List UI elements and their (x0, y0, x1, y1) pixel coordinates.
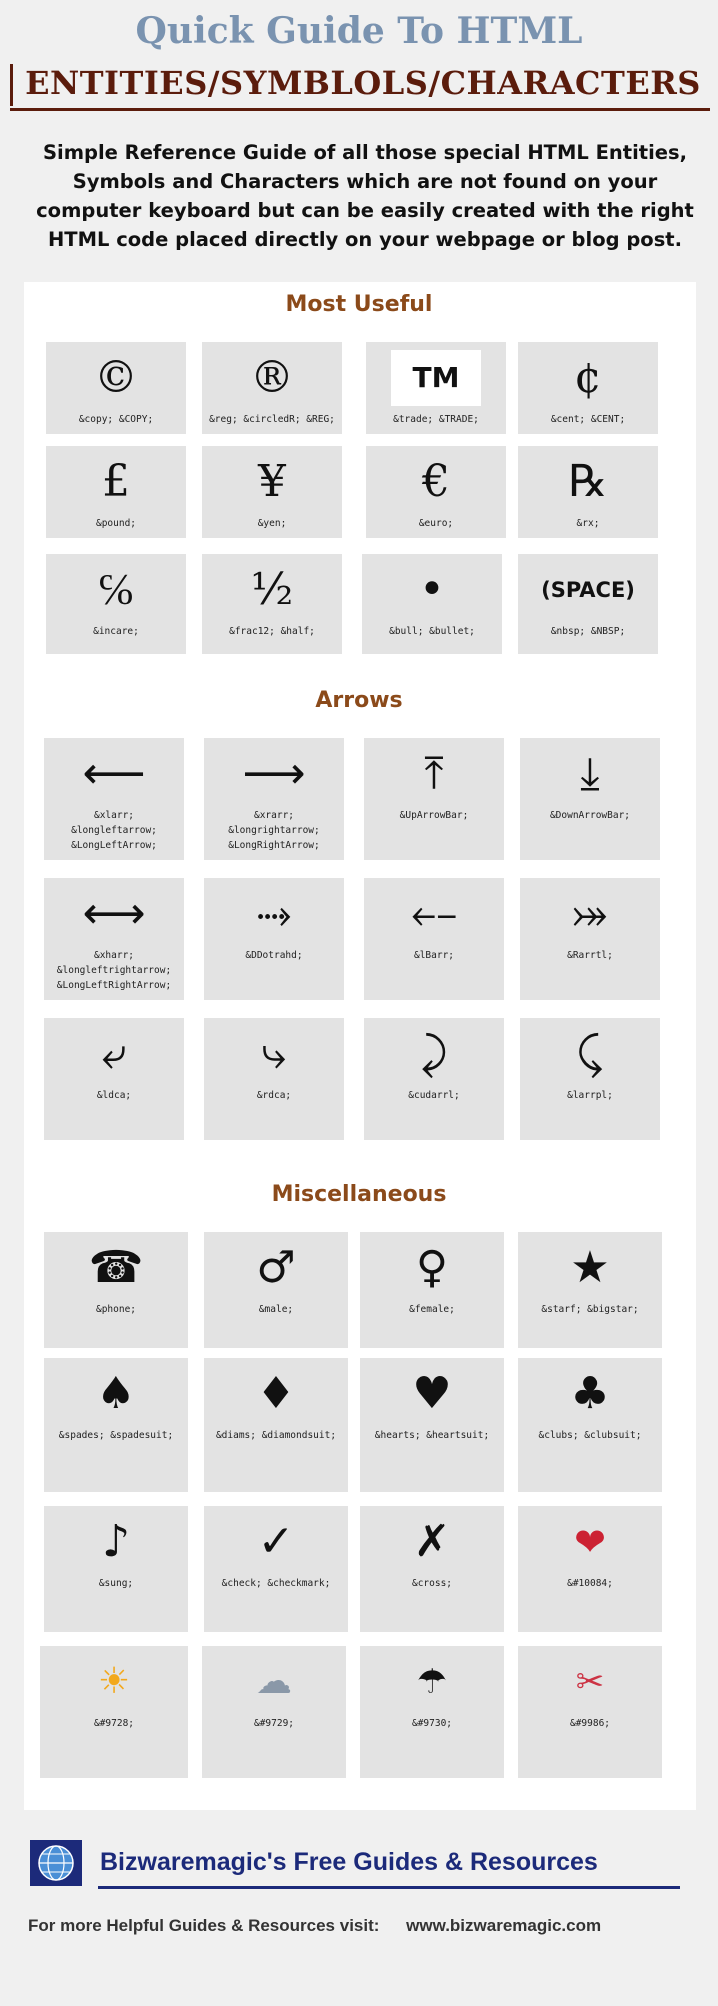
tile-copy (46, 342, 186, 434)
tile-cent (518, 342, 658, 434)
diamond-icon: ♦ (256, 1368, 296, 1419)
entity-code: &DownArrowBar; (549, 810, 631, 821)
space-label: (SPACE) (541, 577, 635, 602)
tile-xlarr (44, 738, 184, 860)
footer-visit-text: For more Helpful Guides & Resources visit: (28, 1916, 380, 1935)
music-note-icon: ♪ (101, 1516, 131, 1567)
entity-code: &sung; (98, 1578, 134, 1589)
entity-code: &reg; &circledR; &REG; (209, 414, 335, 425)
registered-icon: ® (250, 352, 294, 403)
footer-website-link[interactable]: www.bizwaremagic.com (406, 1916, 602, 1935)
long-left-right-arrow-icon: ⟷ (82, 888, 146, 939)
entity-code: &copy; &COPY; (78, 414, 154, 425)
tile-rx (518, 446, 658, 538)
tile-clubs (518, 1358, 662, 1492)
entity-code: &nbsp; &NBSP; (550, 626, 626, 637)
tile-xrarr (204, 738, 344, 860)
entity-code: &spades; &spadesuit; (58, 1430, 174, 1441)
female-icon: ♀ (415, 1242, 449, 1293)
entity-code: &frac12; &half; (229, 626, 315, 637)
entity-code: &check; &checkmark; (221, 1578, 331, 1589)
entity-code: &incare; (93, 626, 139, 637)
club-icon: ♣ (570, 1368, 610, 1419)
footer-visit-line (28, 1916, 708, 1936)
tile-trade (366, 342, 506, 434)
intro-paragraph: Simple Reference Guide of all those special HTML Entities, Symbols and Characters which are not found on your computer keyboard but can be easily created with the right HTML code placed directly on your webpage or blog post. (36, 141, 694, 251)
tile-cloud-9729 (202, 1646, 346, 1778)
arc-left-arrow-icon: ⤹ (576, 1028, 604, 1079)
globe-logo-icon (28, 1838, 84, 1888)
tile-ldca (44, 1018, 184, 1140)
tile-half (202, 554, 342, 654)
curved-right-down-arrow-icon: ⤷ (261, 1028, 287, 1079)
entity-code: &bull; &bullet; (389, 626, 475, 637)
entity-code: &xlarr; &longleftarrow; &LongLeftArrow; (71, 810, 157, 851)
cloud-icon: ☁ (256, 1661, 292, 1702)
entity-code: &pound; (95, 518, 137, 529)
spade-icon: ♠ (96, 1368, 136, 1419)
euro-icon: € (422, 456, 450, 507)
pound-icon: £ (102, 456, 130, 507)
down-arrow-bar-icon: ⤓ (580, 748, 600, 799)
scissors-icon: ✂ (575, 1662, 605, 1702)
copyright-icon: © (94, 352, 138, 403)
entity-code: &larrpl; (567, 1090, 613, 1101)
entity-code: &euro; (418, 518, 454, 529)
entity-code: &cudarrl; (408, 1090, 460, 1101)
care-of-icon: ℅ (97, 564, 135, 615)
up-arrow-bar-icon: ⤒ (424, 748, 444, 799)
tile-umbrella-9730 (360, 1646, 504, 1778)
entity-code: &DDotrahd; (245, 950, 303, 961)
tile-sun-9728 (40, 1646, 188, 1778)
bullet-icon: • (419, 564, 445, 615)
guide-title: Quick Guide To HTML (135, 10, 583, 52)
star-icon: ★ (570, 1242, 610, 1293)
tile-reg (202, 342, 342, 434)
tile-hearts (360, 1358, 504, 1492)
cross-mark-icon: ✗ (413, 1516, 451, 1567)
dashed-left-arrow-icon: ⤌ (411, 888, 457, 939)
entity-code: &#9986; (569, 1718, 611, 1729)
section-title-miscellaneous: Miscellaneous (271, 1182, 447, 1207)
section-title-most-useful: Most Useful (285, 292, 433, 317)
prescription-icon: ℞ (568, 456, 608, 507)
entity-code: &#9730; (411, 1718, 453, 1729)
section-title-arrows: Arrows (315, 688, 403, 713)
tile-up-arrow-bar (364, 738, 504, 860)
tile-nbsp (518, 554, 658, 654)
entity-code: &Rarrtl; (567, 950, 613, 961)
entity-code: &#9729; (253, 1718, 295, 1729)
entity-code: &rx; (576, 518, 600, 529)
entity-code: &trade; &TRADE; (393, 414, 479, 425)
tile-pound (46, 446, 186, 538)
entity-code: &lBarr; (413, 950, 455, 961)
curved-left-down-arrow-icon: ⤶ (101, 1028, 127, 1079)
yen-icon: ¥ (258, 456, 286, 507)
tile-cross (360, 1506, 504, 1632)
entity-code: &male; (258, 1304, 294, 1315)
one-half-icon: ½ (250, 564, 294, 615)
footer-rule (98, 1886, 680, 1889)
entity-code: &rdca; (256, 1090, 292, 1101)
male-icon: ♂ (256, 1242, 296, 1293)
entity-code: &xharr; &longleftrightarrow; &LongLeftRightArrow; (56, 950, 172, 991)
tile-diams (204, 1358, 348, 1492)
tile-xharr (44, 878, 184, 1000)
entity-code: &clubs; &clubsuit; (538, 1430, 642, 1441)
tile-heart-10084 (518, 1506, 662, 1632)
tile-scissors-9986 (518, 1646, 662, 1778)
tile-euro (366, 446, 506, 538)
two-headed-tailed-arrow-icon: ⤖ (572, 888, 608, 939)
tile-sung (44, 1506, 188, 1632)
tile-cudarrl (364, 1018, 504, 1140)
entity-code: &cent; &CENT; (550, 414, 626, 425)
entity-code: &phone; (95, 1304, 137, 1315)
entity-code: &ldca; (96, 1090, 132, 1101)
entity-code: &#9728; (93, 1718, 135, 1729)
tile-male (204, 1232, 348, 1348)
subtitle-rule (10, 108, 710, 111)
check-mark-icon: ✓ (257, 1516, 295, 1567)
entity-code: &diams; &diamondsuit; (215, 1430, 337, 1441)
entity-code: &female; (409, 1304, 455, 1315)
red-heart-icon: ❤ (574, 1520, 606, 1564)
tile-female (360, 1232, 504, 1348)
tile-spades (44, 1358, 188, 1492)
sun-icon: ☀ (97, 1661, 131, 1702)
entity-code: &xrarr; &longrightarrow; &LongRightArrow; (228, 810, 320, 851)
entity-code: &cross; (411, 1578, 453, 1589)
tile-larrpl (520, 1018, 660, 1140)
tile-down-arrow-bar (520, 738, 660, 860)
heart-suit-icon: ♥ (412, 1368, 452, 1419)
tile-ddotrahd (204, 878, 344, 1000)
tile-incare (46, 554, 186, 654)
entity-code: &UpArrowBar; (399, 810, 469, 821)
dotted-right-arrow-icon: ⤑ (256, 888, 292, 939)
guide-subtitle: ENTITIES/SYMBLOLS/CHARACTERS (10, 64, 713, 106)
tile-yen (202, 446, 342, 538)
entity-code: &yen; (257, 518, 287, 529)
entity-code: &hearts; &heartsuit; (374, 1430, 490, 1441)
tile-check (204, 1506, 348, 1632)
trademark-icon: TM (391, 350, 482, 406)
tile-star (518, 1232, 662, 1348)
entity-code: &starf; &bigstar; (541, 1304, 639, 1315)
tile-phone (44, 1232, 188, 1348)
tile-rarrtl (520, 878, 660, 1000)
umbrella-icon: ☂ (416, 1662, 448, 1702)
tile-rdca (204, 1018, 344, 1140)
footer (0, 1810, 718, 2006)
phone-icon: ☎ (88, 1242, 144, 1293)
tile-lbarr (364, 878, 504, 1000)
tile-bullet (362, 554, 502, 654)
footer-brand-title: Bizwaremagic's Free Guides & Resources (100, 1848, 598, 1876)
long-right-arrow-icon: ⟶ (242, 748, 306, 799)
cent-icon: ¢ (574, 352, 602, 403)
curved-arc-arrow-icon: ⤸ (420, 1028, 448, 1079)
long-left-arrow-icon: ⟵ (82, 748, 146, 799)
entity-code: &#10084; (567, 1578, 613, 1589)
